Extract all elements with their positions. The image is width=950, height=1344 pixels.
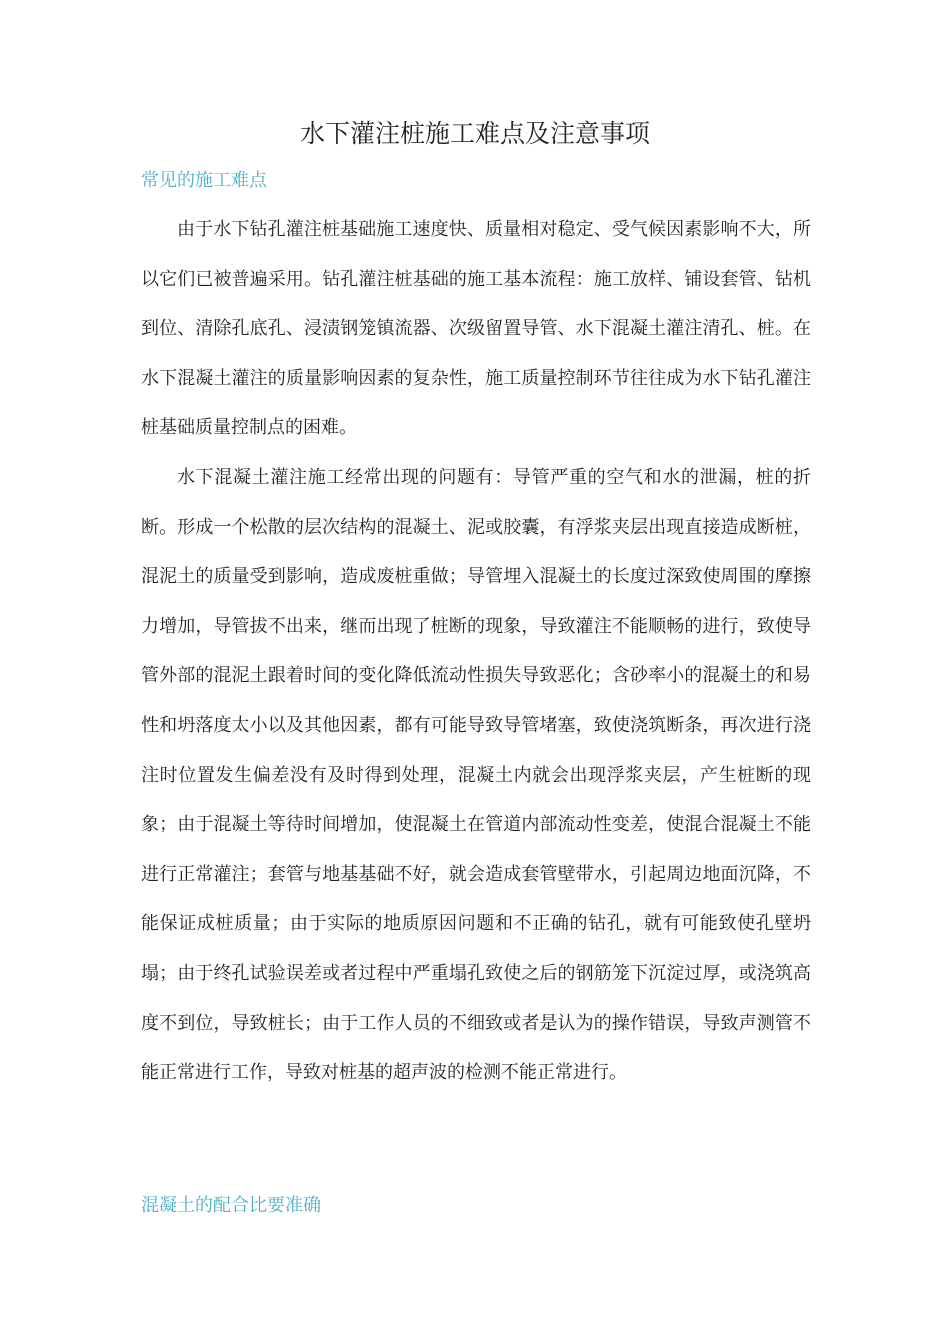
- section-heading-difficulties: 常见的施工难点: [141, 170, 267, 191]
- paragraph-intro: 由于水下钻孔灌注桩基础施工速度快、质量相对稳定、受气候因素影响不大，所以它们已被普遍采用。钻孔灌注桩基础的施工基本流程：施工放样、铺设套管、钻机到位、清除孔底孔、浸渍钢笼镇流器、次级留置导管、水下混凝土灌注清孔、桩。在水下混凝土灌注的质量影响因素的复杂性，施工质量控制环节往往成为水下钻孔灌注桩基础质量控制点的困难。: [141, 219, 811, 439]
- document-title: 水下灌注桩施工难点及注意事项: [299, 119, 650, 148]
- paragraph-problems: 水下混凝土灌注施工经常出现的问题有：导管严重的空气和水的泄漏，桩的折断。形成一个松散的层次结构的混凝土、泥或胶囊，有浮浆夹层出现直接造成断桩，混泥土的质量受到影响，造成废桩重做；导管埋入混凝土的长度过深致使周围的摩擦力增加，导管拔不出来，继而出现了桩断的现象，导致灌注不能顺畅的进行，致使导管外部的混泥土跟着时间的变化降低流动性损失导致恶化；含砂率小的混凝土的和易性和坍落度太小以及其他因素，都有可能导致导管堵塞，致使浇筑断条，再次进行浇注时位置发生偏差没有及时得到处理，混凝土内就会出现浮浆夹层，产生桩断的现象；由于混凝土等待时间增加，使混凝土在管道内部流动性变差，使混合混凝土不能进行正常灌注；套管与地基基础不好，就会造成套管壁带水，引起周边地面沉降，不能保证成桩质量；由于实际的地质原因问题和不正确的钻孔，就有可能致使孔壁坍塌；由于终孔试验误差或者过程中严重塌孔致使之后的钢筋笼下沉淀过厚，或浇筑高度不到位，导致桩长；由于工作人员的不细致或者是认为的操作错误，导致声测管不能正常进行工作，导致对桩基的超声波的检测不能正常进行。: [141, 467, 811, 1084]
- section-heading-mix-ratio: 混凝土的配合比要准确: [141, 1195, 321, 1216]
